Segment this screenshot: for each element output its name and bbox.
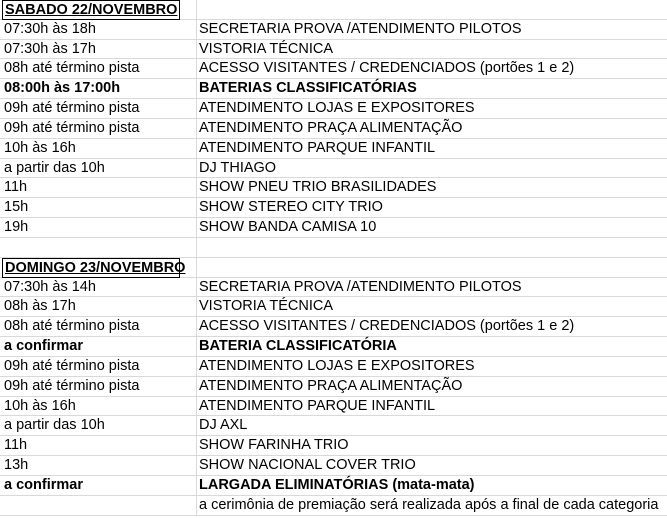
day-title[interactable]: DOMINGO 23/NOVEMBRO [2, 258, 180, 278]
event-cell[interactable]: LARGADA ELIMINATÓRIAS (mata-mata) [199, 476, 475, 493]
schedule-row [0, 317, 667, 337]
schedule-row [0, 456, 667, 476]
time-cell[interactable]: 07:30h às 17h [4, 40, 96, 57]
day-title[interactable]: SABADO 22/NOVEMBRO [2, 0, 180, 20]
column-divider [196, 436, 197, 455]
schedule-row [0, 79, 667, 99]
time-cell[interactable]: 10h às 16h [4, 139, 76, 156]
event-cell[interactable]: SECRETARIA PROVA /ATENDIMENTO PILOTOS [199, 20, 522, 37]
column-divider [196, 476, 197, 495]
event-cell[interactable]: a cerimônia de premiação será realizada após a final de cada categoria [199, 496, 659, 513]
schedule-row [0, 377, 667, 397]
event-cell[interactable]: SECRETARIA PROVA /ATENDIMENTO PILOTOS [199, 278, 522, 295]
column-divider [196, 178, 197, 197]
column-divider [196, 238, 197, 257]
schedule-row [0, 159, 667, 179]
column-divider [196, 416, 197, 435]
time-cell[interactable]: a partir das 10h [4, 159, 105, 176]
event-cell[interactable]: ATENDIMENTO PRAÇA ALIMENTAÇÃO [199, 119, 463, 136]
schedule-row [0, 436, 667, 456]
event-cell[interactable]: DJ THIAGO [199, 159, 277, 176]
schedule-row [0, 476, 667, 496]
time-cell[interactable]: 10h às 16h [4, 397, 76, 414]
schedule-row [0, 40, 667, 60]
event-cell[interactable]: DJ AXL [199, 417, 248, 434]
time-cell[interactable]: 09h até término pista [4, 119, 140, 136]
event-cell[interactable]: ATENDIMENTO LOJAS E EXPOSITORES [199, 357, 475, 374]
column-divider [196, 59, 197, 78]
schedule-row [0, 119, 667, 139]
column-divider [196, 20, 197, 39]
empty-row [0, 238, 667, 258]
day-header-row [0, 0, 667, 20]
time-cell[interactable]: 11h [4, 179, 28, 196]
time-cell[interactable] [4, 496, 196, 515]
time-cell[interactable]: 07:30h às 14h [4, 278, 96, 295]
event-cell[interactable]: SHOW NACIONAL COVER TRIO [199, 457, 416, 474]
time-cell[interactable]: a partir das 10h [4, 417, 105, 434]
column-divider [196, 258, 197, 277]
schedule-row [0, 357, 667, 377]
column-divider [196, 357, 197, 376]
column-divider [196, 99, 197, 118]
column-divider [196, 397, 197, 416]
time-cell[interactable]: 09h até término pista [4, 377, 140, 394]
time-cell[interactable]: 08h até término pista [4, 318, 140, 335]
event-cell[interactable]: VISTORIA TÉCNICA [199, 298, 334, 315]
schedule-row [0, 278, 667, 298]
event-cell[interactable]: ATENDIMENTO PARQUE INFANTIL [199, 139, 436, 156]
schedule-row [0, 178, 667, 198]
column-divider [196, 119, 197, 138]
event-cell[interactable]: SHOW FARINHA TRIO [199, 437, 349, 454]
schedule-row [0, 496, 667, 516]
event-cell[interactable]: SHOW STEREO CITY TRIO [199, 199, 383, 216]
column-divider [196, 79, 197, 98]
event-cell[interactable]: ACESSO VISITANTES / CREDENCIADOS (portões 1 e 2) [199, 60, 575, 77]
schedule-row [0, 297, 667, 317]
column-divider [196, 159, 197, 178]
column-divider [196, 496, 197, 515]
column-divider [196, 377, 197, 396]
schedule-row [0, 337, 667, 357]
schedule-row [0, 198, 667, 218]
column-divider [196, 40, 197, 59]
schedule-row [0, 139, 667, 159]
event-cell[interactable]: BATERIA CLASSIFICATÓRIA [199, 338, 397, 355]
schedule-row [0, 397, 667, 417]
event-cell[interactable]: ATENDIMENTO PARQUE INFANTIL [199, 397, 436, 414]
event-cell[interactable]: SHOW BANDA CAMISA 10 [199, 219, 377, 236]
time-cell[interactable]: 15h [4, 199, 29, 216]
time-cell[interactable]: 09h até término pista [4, 100, 140, 117]
time-cell[interactable]: 11h [4, 437, 28, 454]
event-cell[interactable]: ATENDIMENTO LOJAS E EXPOSITORES [199, 100, 475, 117]
column-divider [196, 317, 197, 336]
column-divider [196, 198, 197, 217]
time-cell[interactable]: 13h [4, 457, 29, 474]
schedule-row [0, 59, 667, 79]
time-cell[interactable]: 08:00h às 17:00h [4, 80, 121, 97]
event-cell[interactable]: ATENDIMENTO PRAÇA ALIMENTAÇÃO [199, 377, 463, 394]
event-cell[interactable]: SHOW PNEU TRIO BRASILIDADES [199, 179, 437, 196]
schedule-row [0, 99, 667, 119]
time-cell[interactable]: 19h [4, 219, 29, 236]
column-divider [196, 297, 197, 316]
event-cell[interactable]: VISTORIA TÉCNICA [199, 40, 334, 57]
day-header-row [0, 258, 667, 278]
column-divider [196, 337, 197, 356]
time-cell[interactable]: 08h às 17h [4, 298, 76, 315]
column-divider [196, 218, 197, 237]
column-divider [196, 139, 197, 158]
schedule-row [0, 20, 667, 40]
schedule-row [0, 416, 667, 436]
event-cell[interactable]: ACESSO VISITANTES / CREDENCIADOS (portões 1 e 2) [199, 318, 575, 335]
event-cell[interactable]: BATERIAS CLASSIFICATÓRIAS [199, 80, 417, 97]
column-divider [196, 456, 197, 475]
column-divider [196, 0, 197, 19]
time-cell[interactable]: 08h até término pista [4, 60, 140, 77]
schedule-row [0, 218, 667, 238]
time-cell[interactable]: 07:30h às 18h [4, 20, 96, 37]
time-cell[interactable]: a confirmar [4, 476, 83, 493]
time-cell[interactable]: a confirmar [4, 338, 83, 355]
column-divider [196, 278, 197, 297]
time-cell[interactable]: 09h até término pista [4, 357, 140, 374]
